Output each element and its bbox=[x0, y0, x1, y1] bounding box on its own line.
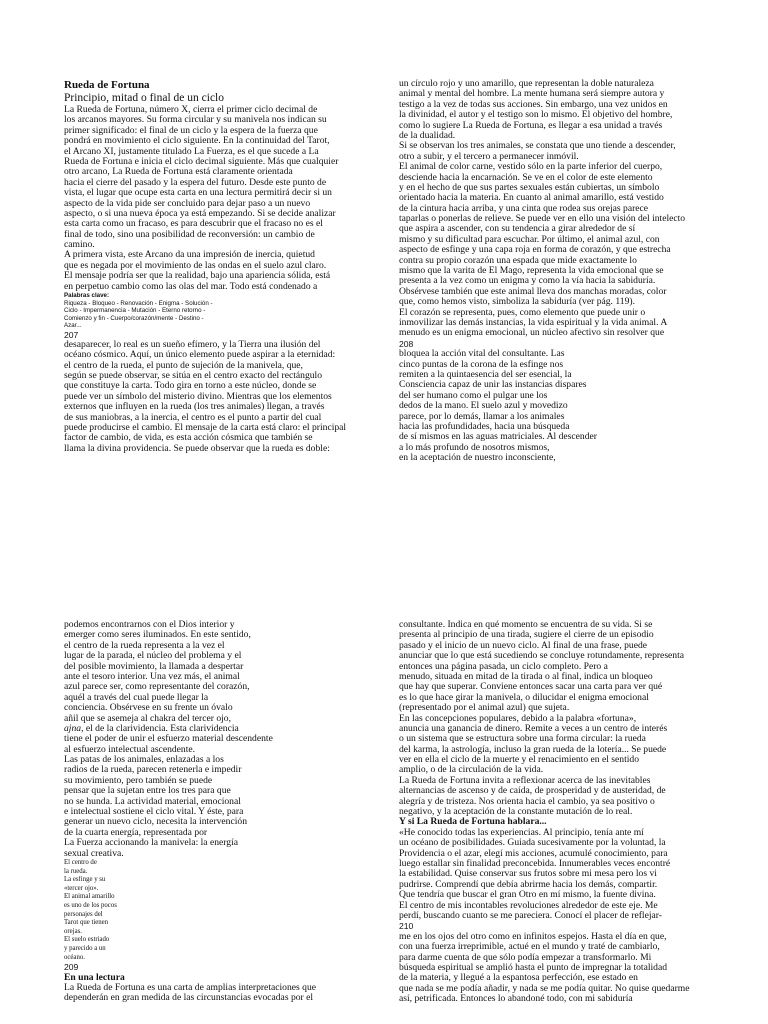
text-line: negativo, y la aceptación de la constante mutación de lo real. bbox=[399, 807, 633, 818]
text-line: externos que influyen en la rueda (los tres animales) llegan, a través bbox=[64, 402, 325, 413]
text-line: pudrirse. Comprendí que debía abrirme hacia los demás, compartir. bbox=[399, 879, 658, 890]
text-line: hacia el cierre del pasado y la espera del futuro. Desde este punto de bbox=[64, 177, 327, 188]
text-line: un círculo rojo y uno amarillo, que representan la doble naturaleza bbox=[399, 79, 654, 89]
page-number: 207 bbox=[64, 329, 79, 340]
text-line: orientado hacia la materia. En cuanto al animal amarillo, está vestido bbox=[399, 193, 664, 204]
text-line: inmovilizar las demás instancias, la vida espiritual y la vida animal. A bbox=[399, 317, 668, 328]
text-line: «tercer ojo». bbox=[64, 884, 99, 892]
text-line: La Fuerza accionando la manivela: la energía bbox=[64, 838, 239, 849]
text-line: El mensaje podría ser que la realidad, bajo una apariencia sólida, está bbox=[64, 271, 331, 282]
text-line: lugar de la parada, el núcleo del problema y el bbox=[64, 651, 242, 662]
text-line: En las concepciones populares, debido a la palabra «fortuna», bbox=[399, 713, 637, 724]
text-line: cinco puntas de la corona de la esfinge nos bbox=[399, 359, 564, 370]
text-line: podemos encontrarnos con el Dios interior y bbox=[64, 620, 235, 630]
page-207-column bbox=[64, 79, 384, 454]
text-line: entonces una página pasada, un ciclo completo. Pero a bbox=[399, 661, 608, 672]
text-line: Providencia o el azar, elegí mis acciones, acumulé conocimiento, para bbox=[399, 848, 668, 859]
text-line: la estabilidad. Quise conservar sus frutos sobre mi mesa pero los vi bbox=[399, 869, 657, 880]
text-line: que hay que superar. Conviene entonces sacar una carta para ver qué bbox=[399, 682, 663, 693]
text-line: puede producirse el cambio. El mensaje de la carta está claro: el principal bbox=[64, 423, 347, 434]
page-subtitle: Principio, mitad o final de un ciclo bbox=[64, 92, 225, 104]
text-line: aspecto, o si una nueva época ya está empezando. Si se decide analizar bbox=[64, 208, 336, 219]
body-text-continued bbox=[399, 349, 729, 463]
text-line: e intelectual sostiene el ciclo vital. Y éste, para bbox=[64, 807, 244, 818]
text-line: generar un nuevo ciclo, necesita la intervención bbox=[64, 817, 247, 828]
text-line: radios de la rueda, parecen retenerla e impedir bbox=[64, 765, 242, 776]
text-line: (representado por el animal azul) que sujeta. bbox=[399, 703, 570, 714]
text-line: añil que se asemeja al chakra del tercer ojo, bbox=[64, 713, 232, 724]
text-line: que constituye la carta. Todo gira en torno a este núcleo, donde se bbox=[64, 381, 317, 392]
text-line: en perpetuo cambio como las olas del mar. Todo está condenado a bbox=[64, 281, 318, 292]
body-text-continued bbox=[64, 983, 384, 1004]
text-line: aspecto de esfinge y una capa roja en forma de corazón, y que estrecha bbox=[399, 245, 671, 256]
text-line: alternancias de ascenso y de caída, de prosperidad y de austeridad, de bbox=[399, 786, 666, 797]
page-209-column bbox=[64, 620, 384, 1004]
text-line: anunciar que lo que está sucediendo se concluye rotundamente, representa bbox=[399, 651, 685, 662]
text-line: pasado y el inicio de un nuevo ciclo. Al final de una frase, puede bbox=[399, 640, 648, 651]
text-line: los arcanos mayores. Su forma circular y su manivela nos indican su bbox=[64, 115, 327, 126]
text-line: para darme cuenta de que sólo podía empezar a transformarlo. Mi bbox=[399, 952, 652, 963]
text-line: bloquea la acción vital del consultante. Las bbox=[399, 349, 565, 360]
text-line: el centro de la rueda representa a la vez el bbox=[64, 640, 225, 651]
text-line: dedos de la mano. El suelo azul y movedizo bbox=[399, 401, 568, 412]
text-line: de la cintura hacia arriba, y una cinta que rodea sus orejas parece bbox=[399, 203, 649, 214]
text-line: desciende hacia la encarnación. Se ve en el color de este elemento bbox=[399, 172, 653, 183]
body-text-continued-2 bbox=[399, 932, 729, 1005]
text-line: así, petrificada. Entonces lo abandoné todo, con mi sabiduría bbox=[399, 994, 633, 1005]
text-line: el centro de la rueda, el punto de sujeción de la manivela, que, bbox=[64, 360, 303, 371]
text-line: Rueda de Fortuna e inicia el ciclo decimal siguiente. Más que cualquier bbox=[64, 156, 339, 167]
text-line: y en el hecho de que sus partes sexuales están cubiertas, un símbolo bbox=[399, 182, 660, 193]
body-text bbox=[64, 620, 384, 859]
text-line: de la dualidad. bbox=[399, 130, 456, 141]
text-line: océano. bbox=[64, 953, 85, 961]
text-line: Azar... bbox=[64, 322, 82, 330]
text-line: personajes del bbox=[64, 910, 103, 918]
body-text bbox=[399, 79, 729, 339]
text-line: y parecido a un bbox=[64, 944, 106, 952]
text-line: animal y mental del hombre. La mente humana será siempre autora y bbox=[399, 89, 665, 100]
text-line: aquél a través del cual puede llegar la bbox=[64, 692, 209, 703]
page-number: 208 bbox=[399, 338, 414, 349]
text-line: menudo es un enigma emocional, un núcleo afectivo sin resolver que bbox=[399, 328, 665, 339]
text-line: El centro de bbox=[64, 858, 97, 866]
text-line: perdí, buscando cuanto se me pareciera. Conocí el placer de reflejar- bbox=[399, 910, 662, 921]
text-line: primer significado: el final de un ciclo y la espera de la fuerza que bbox=[64, 125, 318, 136]
section-heading: En una lectura bbox=[64, 972, 125, 983]
text-line: La Rueda de Fortuna es una carta de amplias interpretaciones que bbox=[64, 982, 316, 993]
text-line: del karma, la astrología, incluso la gran rueda de la lotería... Se puede bbox=[399, 744, 667, 755]
text-line: orejas. bbox=[64, 927, 82, 935]
text-line: A primera vista, este Arcano da una impresión de inercia, quietud bbox=[64, 250, 315, 261]
text-line: aspecto de la vida pide ser concluido para dejar paso a un nuevo bbox=[64, 198, 311, 209]
text-line: «He conocido todas las experiencias. Al principio, tenía ante mí bbox=[399, 827, 644, 838]
text-line: Riqueza - Bloqueo - Renovación - Enigma - Solución - bbox=[64, 299, 213, 307]
page-208-column bbox=[399, 79, 729, 463]
text-line: que, como hemos visto, simboliza la sabiduría (ver pág. 119). bbox=[399, 297, 635, 308]
body-text bbox=[399, 620, 729, 817]
text-line: del ser humano como el pulgar une los bbox=[399, 390, 548, 401]
text-line: otro arcano, La Rueda de Fortuna está claramente orientada bbox=[64, 167, 293, 178]
text-line: Consciencia capaz de unir las instancias dispares bbox=[399, 380, 587, 391]
text-line: el Arcano XI, justamente titulado La Fuerza, es el que sucede a La bbox=[64, 146, 319, 157]
text-line: Que tendría que buscar el gran Otro en mí mismo, la fuente divina. bbox=[399, 890, 656, 901]
text-line: que es negada por el movimiento de las ondas en el suelo azul claro. bbox=[64, 260, 327, 271]
text-line: Tarot que tienen bbox=[64, 919, 109, 927]
text-line: según se puede observar, se sitúa en el centro exacto del rectángulo bbox=[64, 371, 323, 382]
text-line: pensar que la sujetan entre los tres para que bbox=[64, 786, 231, 797]
text-line: Comienzo y fin - Cuerpo/corazón/mente - Destino - bbox=[64, 314, 204, 322]
text-line: la divinidad, el autor y el testigo son lo mismo. El objetivo del hombre, bbox=[399, 110, 673, 121]
page-title: Rueda de Fortuna bbox=[64, 79, 150, 91]
text-line: un océano de posibilidades. Guiada sucesivamente por la voluntad, la bbox=[399, 838, 666, 849]
text-line: El corazón se representa, pues, como elemento que puede unir o bbox=[399, 307, 646, 318]
text-line: conciencia. Obsérvese en su frente un óvalo bbox=[64, 703, 233, 714]
text-line: emerger como seres iluminados. En este sentido, bbox=[64, 630, 251, 641]
text-line: Si se observan los tres animales, se constata que uno tiende a descender, bbox=[399, 141, 676, 152]
text-line: océano cósmico. Aquí, un único elemento puede aspirar a la eternidad: bbox=[64, 350, 336, 361]
text-line: sexual creativa. bbox=[64, 848, 124, 859]
text-line: ajna, el de la clarividencia. Esta clarividencia bbox=[64, 723, 239, 734]
text-line: hacia las profundidades, hacia una búsqueda bbox=[399, 421, 570, 432]
page-number: 209 bbox=[64, 962, 79, 973]
text-line: en la aceptación de nuestro inconsciente, bbox=[399, 453, 556, 464]
text-line: de sus maniobras, a la inercia, el centro es el punto a partir del cual bbox=[64, 412, 322, 423]
text-line: presenta al principio de una tirada, sugiere el cierre de un episodio bbox=[399, 630, 654, 641]
text-line: El centro de mis incontables revoluciones alrededor de este eje. Me bbox=[399, 900, 658, 911]
text-line: de la cuarta energía, representada por bbox=[64, 827, 208, 838]
text-line: camino. bbox=[64, 240, 95, 251]
text-line: esta carta como un fracaso, es para descubrir que el fracaso no es el bbox=[64, 219, 323, 230]
text-line: que nada se me podía añadir, y nada se me podía quitar. No quise quedarme bbox=[399, 983, 690, 994]
text-line: del posible movimiento, la llamada a despertar bbox=[64, 661, 244, 672]
text-line: El animal de color carne, vestido sólo en la parte inferior del cuerpo, bbox=[399, 162, 663, 173]
text-line: la rueda. bbox=[64, 867, 88, 875]
text-line: es uno de los pocos bbox=[64, 901, 117, 909]
text-line: Ciclo - Impermanencia - Mutación - Eterno retorno - bbox=[64, 307, 206, 315]
text-line: desaparecer, lo real es un sueño efímero, y la Tierra una ilusión del bbox=[64, 339, 321, 350]
text-line: o un sistema que se estructura sobre una forma circular: la rueda bbox=[399, 734, 646, 745]
text-line: mismo y su dificultad para escuchar. Por último, el animal azul, con bbox=[399, 234, 660, 245]
text-line: La Rueda de Fortuna, número X, cierra el primer ciclo decimal de bbox=[64, 105, 318, 115]
text-line: búsqueda espiritual se amplió hasta el punto de impregnar la totalidad bbox=[399, 962, 668, 973]
text-line: es lo que hace girar la manivela, o dilucidar el enigma emocional bbox=[399, 692, 649, 703]
text-line: al esfuerzo intelectual ascendente. bbox=[64, 744, 196, 755]
text-line: de sí mismos en las aguas matriciales. Al descender bbox=[399, 432, 597, 443]
text-line: final de todo, sino una posibilidad de reconversión: un cambio de bbox=[64, 229, 315, 240]
text-line: tiene el poder de unir el esfuerzo material descendente bbox=[64, 734, 273, 745]
text-line: luego estallar sin finalidad preconcebida. Innumerables veces encontré bbox=[399, 858, 671, 869]
text-line: remiten a la quintaesencia del ser esencial, la bbox=[399, 369, 572, 380]
text-line: amplio, o de la circulación de la vida. bbox=[399, 765, 544, 776]
text-line: menudo, situada en mitad de la tirada o al final, indica un bloqueo bbox=[399, 671, 653, 682]
text-line: mismo que la varita de El Mago, representa la vida emocional que se bbox=[399, 266, 664, 277]
image-captions bbox=[64, 859, 384, 962]
text-line: alegría y de tristeza. Nos orienta hacia el cambio, ya sea positivo o bbox=[399, 796, 655, 807]
text-line: pondrá en movimiento el ciclo siguiente. En la continuidad del Tarot, bbox=[64, 136, 330, 147]
text-line: que aspira a ascender, con su tendencia a girar alrededor de sí bbox=[399, 224, 636, 235]
page-number: 210 bbox=[399, 921, 414, 932]
text-line: testigo a la vez de todas sus acciones. Sin embargo, una vez unidos en bbox=[399, 99, 668, 110]
text-line: El animal amarillo bbox=[64, 893, 115, 901]
text-line: ver en ella el ciclo de la muerte y el renacimiento en el sentido bbox=[399, 755, 640, 766]
text-line: El suelo estriado bbox=[64, 936, 110, 944]
keywords-label: Palabras clave: bbox=[64, 292, 110, 300]
section-heading: Y si La Rueda de Fortuna hablara... bbox=[399, 817, 547, 828]
text-line: parece, por lo demás, llamar a los animales bbox=[399, 411, 565, 422]
text-line: otro a subir, y el tercero a permanecer inmóvil. bbox=[399, 151, 579, 162]
body-text bbox=[64, 105, 384, 292]
text-line: La Rueda de Fortuna invita a reflexionar acerca de las inevitables bbox=[399, 775, 651, 786]
text-line: me en los ojos del otro como en infinitos espejos. Hasta el día en que, bbox=[399, 931, 667, 942]
text-line: Las patas de los animales, enlazadas a los bbox=[64, 755, 224, 766]
text-line: ante el tesoro interior. Una vez más, el animal bbox=[64, 671, 240, 682]
text-line: a lo más profundo de nosotros mismos, bbox=[399, 442, 550, 453]
text-line: presenta a la vez como un enigma y como la vía hacia la sabiduría. bbox=[399, 276, 656, 287]
text-line: puede ver un símbolo del misterio divino. Mientras que los elementos bbox=[64, 391, 332, 402]
text-line: consultante. Indica en qué momento se encuentra de su vida. Si se bbox=[399, 620, 653, 630]
text-line: azul parece ser, como representante del corazón, bbox=[64, 682, 250, 693]
text-line: dependerán en gran medida de las circunstancias evocadas por el bbox=[64, 993, 314, 1004]
keywords-list bbox=[64, 300, 384, 330]
body-text-continued bbox=[399, 828, 729, 922]
text-line: como lo sugiere La Rueda de Fortuna, es llegar a esa unidad a través bbox=[399, 120, 663, 131]
text-line: de la materia, y llegué a la espantosa perfección, ese estado en bbox=[399, 973, 638, 984]
text-line: vista, el lugar que ocupe esta carta en una lectura permitirá decir si un bbox=[64, 188, 332, 199]
text-line: su movimiento, pero también se puede bbox=[64, 775, 213, 786]
text-line: llama la divina providencia. Se puede observar que la rueda es doble: bbox=[64, 443, 330, 454]
text-line: contra su propio corazón una espada que mide exactamente lo bbox=[399, 255, 637, 266]
text-line: no se hunda. La actividad material, emocional bbox=[64, 796, 241, 807]
text-line: factor de cambio, de vida, es esta acción cósmica que también se bbox=[64, 433, 313, 444]
page-210-column bbox=[399, 620, 729, 1004]
text-line: taparlas o ponerlas de relieve. Se puede ver en ello una visión del intelecto bbox=[399, 214, 686, 225]
text-line: La esfinge y su bbox=[64, 876, 106, 884]
text-line: con una fuerza irreprimible, actué en el mundo y traté de cambiarlo, bbox=[399, 942, 660, 953]
body-text-continued bbox=[64, 340, 384, 454]
text-line: Obsérvese también que este animal lleva dos manchas moradas, color bbox=[399, 286, 667, 297]
text-line: anuncia una ganancia de dinero. Remite a veces a un centro de interés bbox=[399, 723, 668, 734]
